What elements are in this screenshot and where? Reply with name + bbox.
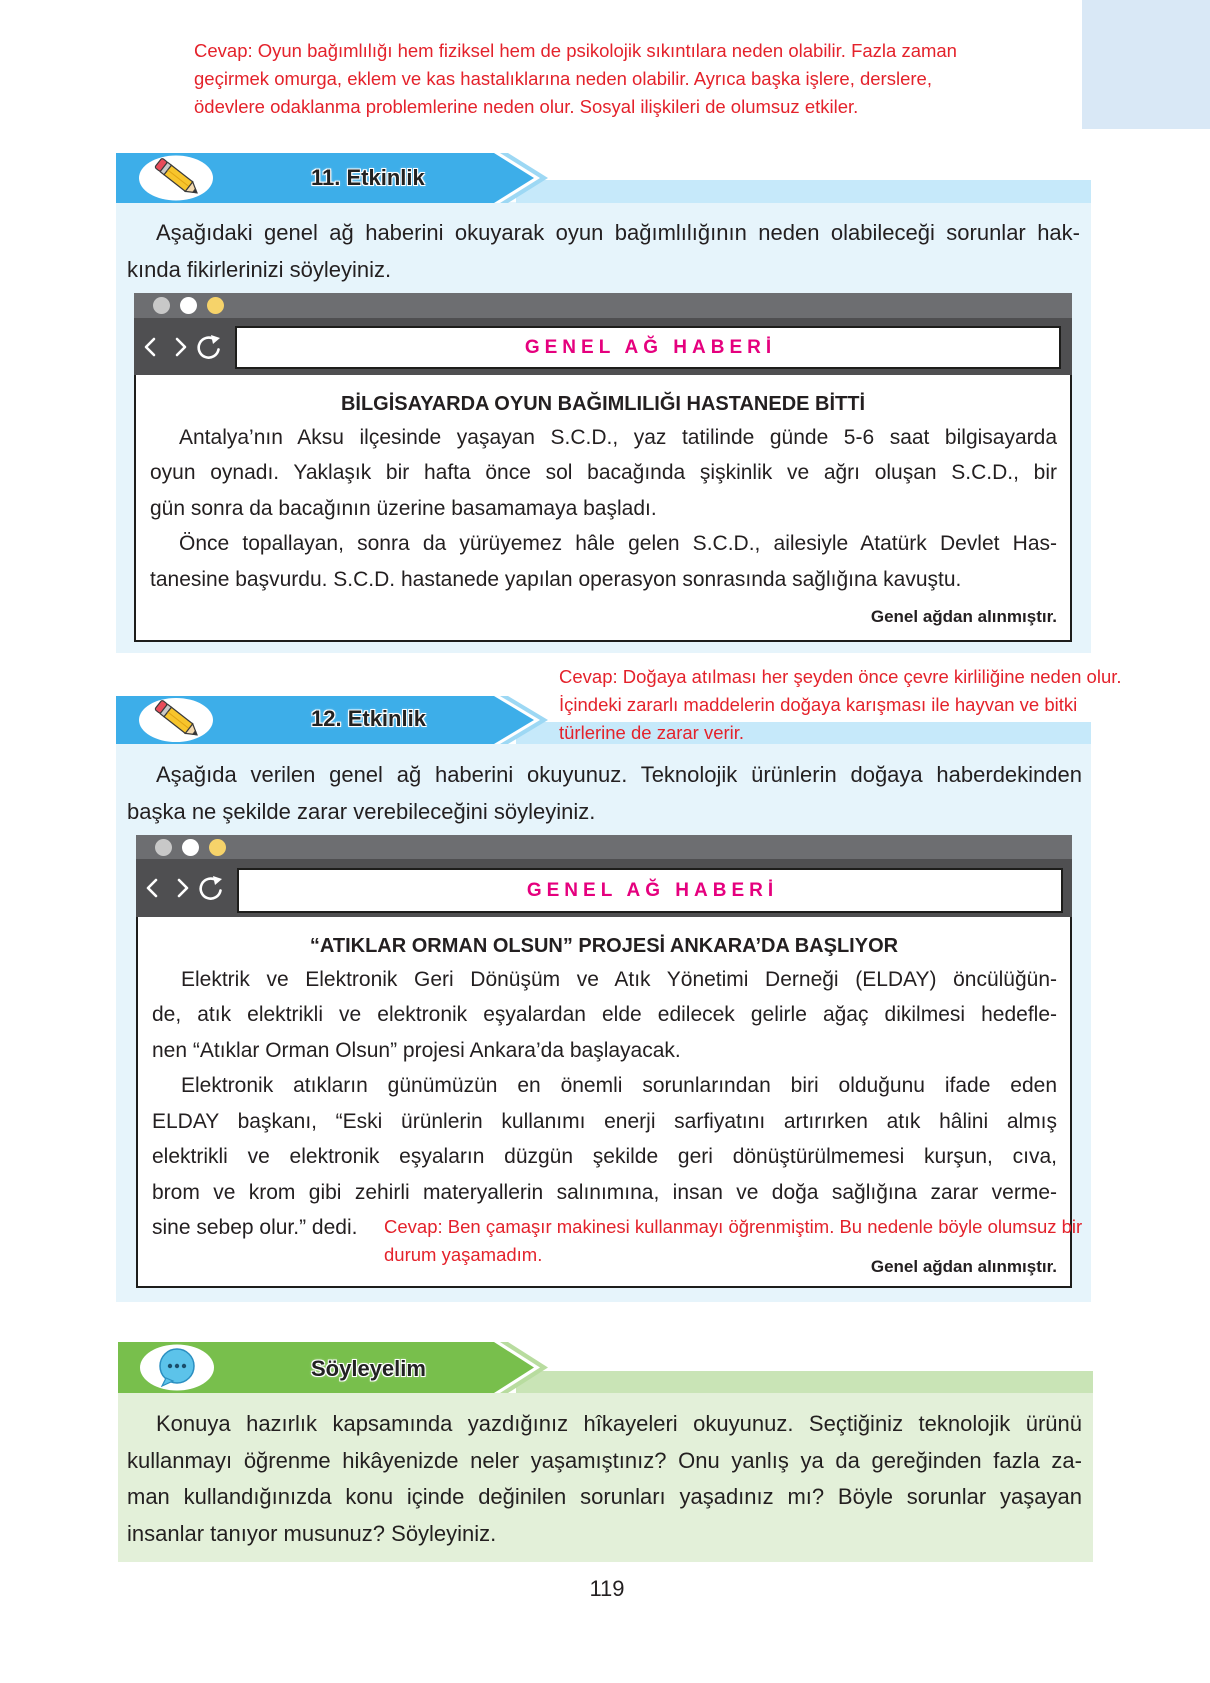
window-title-bar xyxy=(134,293,1072,318)
activity-11-title: 11. Etkinlik xyxy=(311,165,425,190)
news-article xyxy=(134,375,1072,642)
activity-12-title: 12. Etkinlik xyxy=(311,706,426,731)
news-source: Genel ağdan alınmıştır. xyxy=(870,607,1057,626)
answer-note-top xyxy=(194,37,957,121)
speaking-title: Söyleyelim xyxy=(311,1356,426,1381)
news-source: Genel ağdan alınmıştır. xyxy=(870,1257,1057,1276)
white-dot xyxy=(180,297,197,314)
speaking-line: insanlar tanıyor musunuz? Söyleyiniz. xyxy=(127,1521,497,1547)
instruction-line: Aşağıdaki genel ağ haberini okuyarak oyun bağımlılığının neden olabileceği sorunlar hak- xyxy=(156,220,1080,245)
news-line: brom ve krom gibi zehirli materyallerin salınımına, insan ve doğa sağlığına zarar verme- xyxy=(152,1180,1057,1204)
browser-nav-icons xyxy=(144,875,234,901)
answer-line: geçirmek omurga, eklem ve kas hastalıklarına neden olabilir. Ayrıca başka işlere, derslere, xyxy=(194,68,932,89)
answer-line: Cevap: Ben çamaşır makinesi kullanmayı öğrenmiştim. Bu nedenle böyle olumsuz bir xyxy=(384,1216,1083,1237)
speaking-header xyxy=(118,1342,1093,1393)
activity-11-instruction xyxy=(127,215,1080,288)
answer-line: türlerine de zarar verir. xyxy=(559,722,745,743)
corner-color-block xyxy=(1082,0,1210,129)
answer-line: İçindeki zararlı maddelerin doğaya karışması ile hayvan ve bitki xyxy=(559,694,1078,715)
gray-dot xyxy=(155,839,172,856)
forward-arrow-icon xyxy=(179,880,187,896)
answer-line: Cevap: Doğaya atılması her şeyden önce çevre kirliliğine neden olur. xyxy=(559,666,1122,687)
yellow-dot xyxy=(207,297,224,314)
reload-icon xyxy=(199,335,220,358)
news-line: Elektronik atıkların günümüzün en önemli sorunlarından biri olduğunu ifade eden xyxy=(181,1074,1057,1098)
gray-dot xyxy=(153,297,170,314)
news-line: sine sebep olur.” dedi. xyxy=(152,1216,358,1240)
activity-12-instruction xyxy=(127,757,1082,830)
activity-banner-shape xyxy=(116,153,1091,203)
instruction-line: başka ne şekilde zarar verebileceğini söyleyiniz. xyxy=(127,798,596,824)
instruction-line: Aşağıda verilen genel ağ haberini okuyunuz. Teknolojik ürünlerin doğaya haberdekinden xyxy=(156,762,1082,787)
speaking-banner-shape xyxy=(118,1342,1093,1393)
speaking-line: kullanmayı öğrenme hikâyenizde neler yaşamıştınız? Onu yanlış ya da gereğinden fazla za- xyxy=(127,1447,1082,1473)
news-body xyxy=(150,420,1057,597)
news-body xyxy=(152,962,1057,1246)
back-arrow-icon xyxy=(148,880,156,896)
news-line: gün sonra da bacağının üzerine basamamaya başladı. xyxy=(150,496,657,520)
answer-line: durum yaşamadım. xyxy=(384,1244,543,1265)
white-dot xyxy=(182,839,199,856)
address-bar: GENEL AĞ HABERİ xyxy=(235,326,1061,369)
back-arrow-icon xyxy=(146,339,154,355)
activity-11-header xyxy=(116,153,1091,203)
news-line: elektrikli ve elektronik eşyaların düzgün şekilde geri dönüştürülmemesi kurşun, cıva, xyxy=(152,1145,1057,1169)
speaking-line: Konuya hazırlık kapsamında yazdığınız hîkayeleri okuyunuz. Seçtiğiniz teknolojik ürünü xyxy=(156,1411,1082,1436)
news-line: tanesine başvurdu. S.C.D. hastanede yapılan operasyon sonrasında sağlığına kavuştu. xyxy=(150,567,962,591)
news-line: oyun oynadı. Yaklaşık bir hafta önce sol bacağında şişkinlik ve ağrı oluşan S.C.D., bir xyxy=(150,461,1057,485)
instruction-line: kında fikirlerinizi söyleyiniz. xyxy=(127,256,392,282)
browser-nav-icons xyxy=(142,334,232,360)
news-line: Önce topallayan, sonra da yürüyemez hâle gelen S.C.D., ailesiyle Atatürk Devlet Has- xyxy=(179,532,1057,556)
window-title-bar xyxy=(136,835,1072,859)
news-browser-window-1 xyxy=(134,293,1072,642)
address-bar: GENEL AĞ HABERİ xyxy=(237,868,1063,913)
answer-line: Cevap: Oyun bağımlılığı hem fiziksel hem de psikolojik sıkıntılara neden olabilir. Fazla zaman xyxy=(194,40,957,61)
answer-line: ödevlere odaklanma problemlerine neden olur. Sosyal ilişkileri de olumsuz etkiler. xyxy=(194,96,859,117)
reload-icon xyxy=(201,876,222,899)
yellow-dot xyxy=(209,839,226,856)
forward-arrow-icon xyxy=(177,339,185,355)
answer-note-news-2 xyxy=(384,1213,1082,1269)
speaking-line: man kullandığınızda konu içinde değinilen sorunları yaşadınız mı? Böyle sorunlar yaşayan xyxy=(127,1484,1082,1510)
browser-nav-bar xyxy=(136,859,1072,917)
news-headline: “ATIKLAR ORMAN OLSUN” PROJESİ ANKARA’DA BAŞLIYOR xyxy=(309,935,899,957)
news-line: Antalya’nın Aksu ilçesinde yaşayan S.C.D., yaz tatilinde günde 5-6 saat bilgisayarda xyxy=(179,426,1057,449)
speaking-text xyxy=(127,1406,1082,1553)
news-headline: BİLGİSAYARDA OYUN BAĞIMLILIĞI HASTANEDE BİTTİ xyxy=(340,393,866,415)
news-line: Elektrik ve Elektronik Geri Dönüşüm ve Atık Yönetimi Derneği (ELDAY) öncülüğün- xyxy=(181,968,1057,991)
answer-note-activity-12 xyxy=(559,663,1122,747)
news-line: de, atık elektrikli ve elektronik eşyalardan elde edilecek gelirle ağaç dikilmesi hedefle- xyxy=(152,1003,1057,1027)
page-number: 119 xyxy=(589,1576,625,1601)
news-line: ELDAY başkanı, “Eski ürünlerin kullanımı enerji sarfiyatını artırırken atık hâlini almış xyxy=(152,1109,1057,1133)
news-line: nen “Atıklar Orman Olsun” projesi Ankara’da başlayacak. xyxy=(152,1038,681,1062)
browser-nav-bar xyxy=(134,318,1072,375)
